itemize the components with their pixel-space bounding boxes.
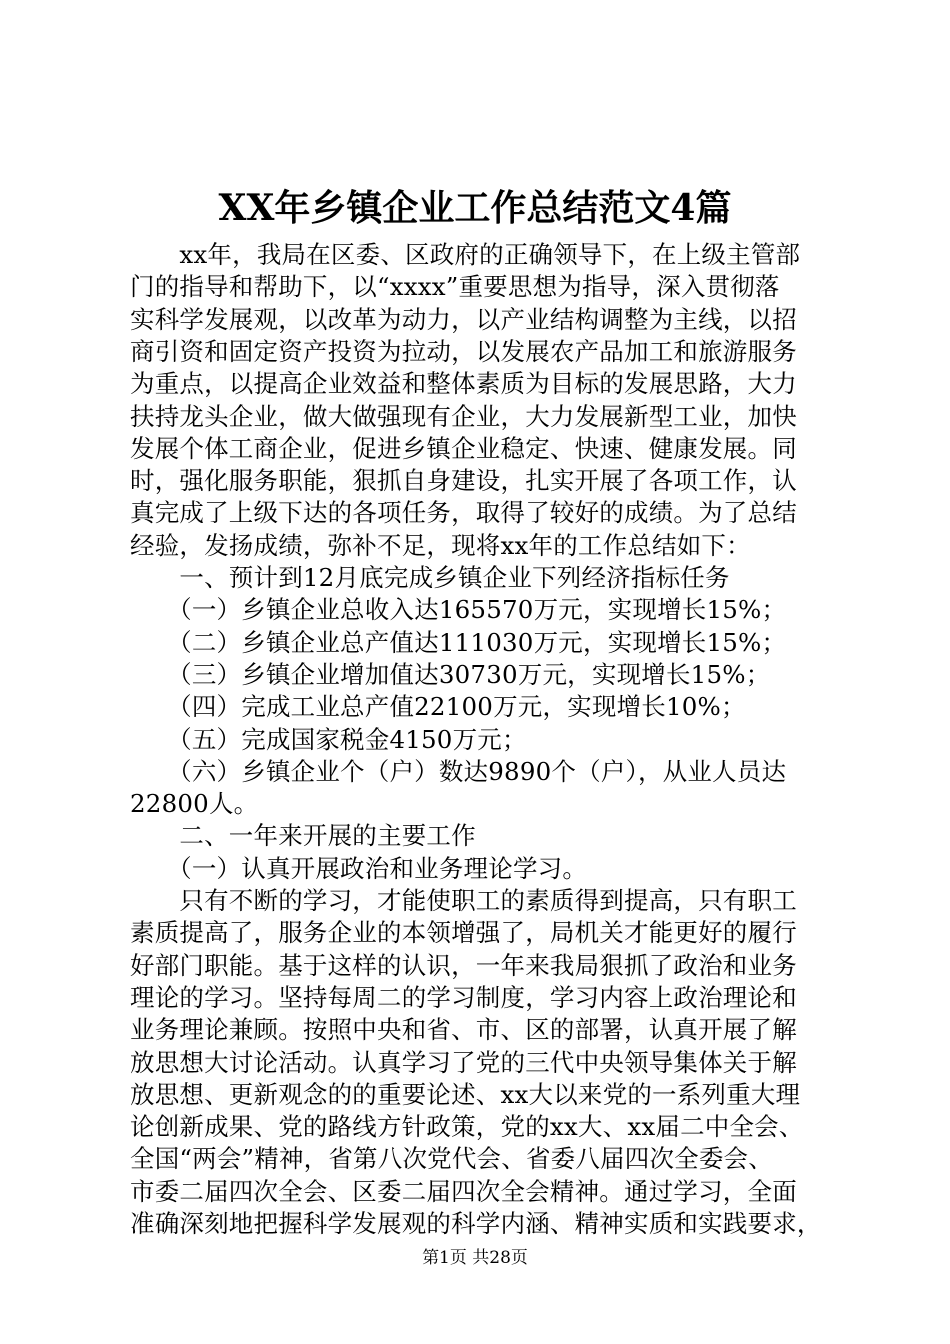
body-line: 发展个体工商企业，促进乡镇企业稳定、快速、健康发展。同: [130, 433, 797, 463]
body-line: （六）乡镇企业个（户）数达9890个（户），从业人员达: [130, 756, 787, 786]
body-line: （一）认真开展政治和业务理论学习。: [130, 853, 588, 883]
body-line: （三）乡镇企业增加值达30730万元，实现增长15%；: [130, 659, 771, 689]
body-line: 理论的学习。坚持每周二的学习制度，学习内容上政治理论和: [130, 982, 797, 1012]
page-footer: 第1页 共28页: [422, 1248, 528, 1268]
body-line: 真完成了上级下达的各项任务，取得了较好的成绩。为了总结: [130, 498, 797, 528]
body-line: 一、预计到12月底完成乡镇企业下列经济指标任务: [130, 563, 730, 592]
body-line: 市委二届四次全会、区委二届四次全会精神。通过学习，全面: [130, 1176, 797, 1206]
body-line: 为重点，以提高企业效益和整体素质为目标的发展思路，大力: [130, 369, 797, 399]
body-line: 实科学发展观，以改革为动力，以产业结构调整为主线，以招: [130, 304, 797, 334]
body-line: 二、一年来开展的主要工作: [130, 821, 476, 851]
body-line: 22800人。: [130, 789, 259, 819]
body-line: 只有不断的学习，才能使职工的素质得到提高，只有职工: [130, 886, 797, 915]
body-line: （一）乡镇企业总收入达165570万元，实现增长15%；: [130, 595, 787, 625]
body-line: 好部门职能。基于这样的认识，一年来我局狠抓了政治和业务: [130, 950, 797, 980]
body-line: 商引资和固定资产投资为拉动，以发展农产品加工和旅游服务: [130, 336, 797, 366]
body-line: xx年，我局在区委、区政府的正确领导下，在上级主管部: [130, 240, 801, 269]
body-line: 业务理论兼顾。按照中央和省、市、区的部署，认真开展了解: [130, 1015, 797, 1045]
body-line: 经验，发扬成绩，弥补不足，现将xx年的工作总结如下：: [130, 530, 751, 560]
body-line: （四）完成工业总产值22100万元，实现增长10%；: [130, 692, 746, 722]
body-line: 全国“两会”精神，省第八次党代会、省委八届四次全委会、: [130, 1144, 773, 1174]
body-line: （五）完成国家税金4150万元；: [130, 724, 527, 754]
body-line: 扶持龙头企业，做大做强现有企业，大力发展新型工业，加快: [130, 401, 797, 431]
body-line: （二）乡镇企业总产值达111030万元，实现增长15%；: [130, 627, 787, 657]
body-line: 素质提高了，服务企业的本领增强了，局机关才能更好的履行: [130, 918, 797, 948]
body-line: 时，强化服务职能，狠抓自身建设，扎实开展了各项工作，认: [130, 466, 797, 496]
document-title: XX年乡镇企业工作总结范文4篇: [218, 187, 732, 229]
body-line: 放思想、更新观念的的重要论述、xx大以来党的一系列重大理: [130, 1079, 801, 1109]
body-line: 论创新成果、党的路线方针政策，党的xx大、xx届二中全会、: [130, 1112, 804, 1142]
body-line: 门的指导和帮助下，以“xxxx”重要思想为指导，深入贯彻落: [130, 272, 780, 302]
body-line: 放思想大讨论活动。认真学习了党的三代中央领导集体关于解: [130, 1047, 797, 1077]
body-line: 准确深刻地把握科学发展观的科学内涵、精神实质和实践要求，: [130, 1209, 822, 1238]
